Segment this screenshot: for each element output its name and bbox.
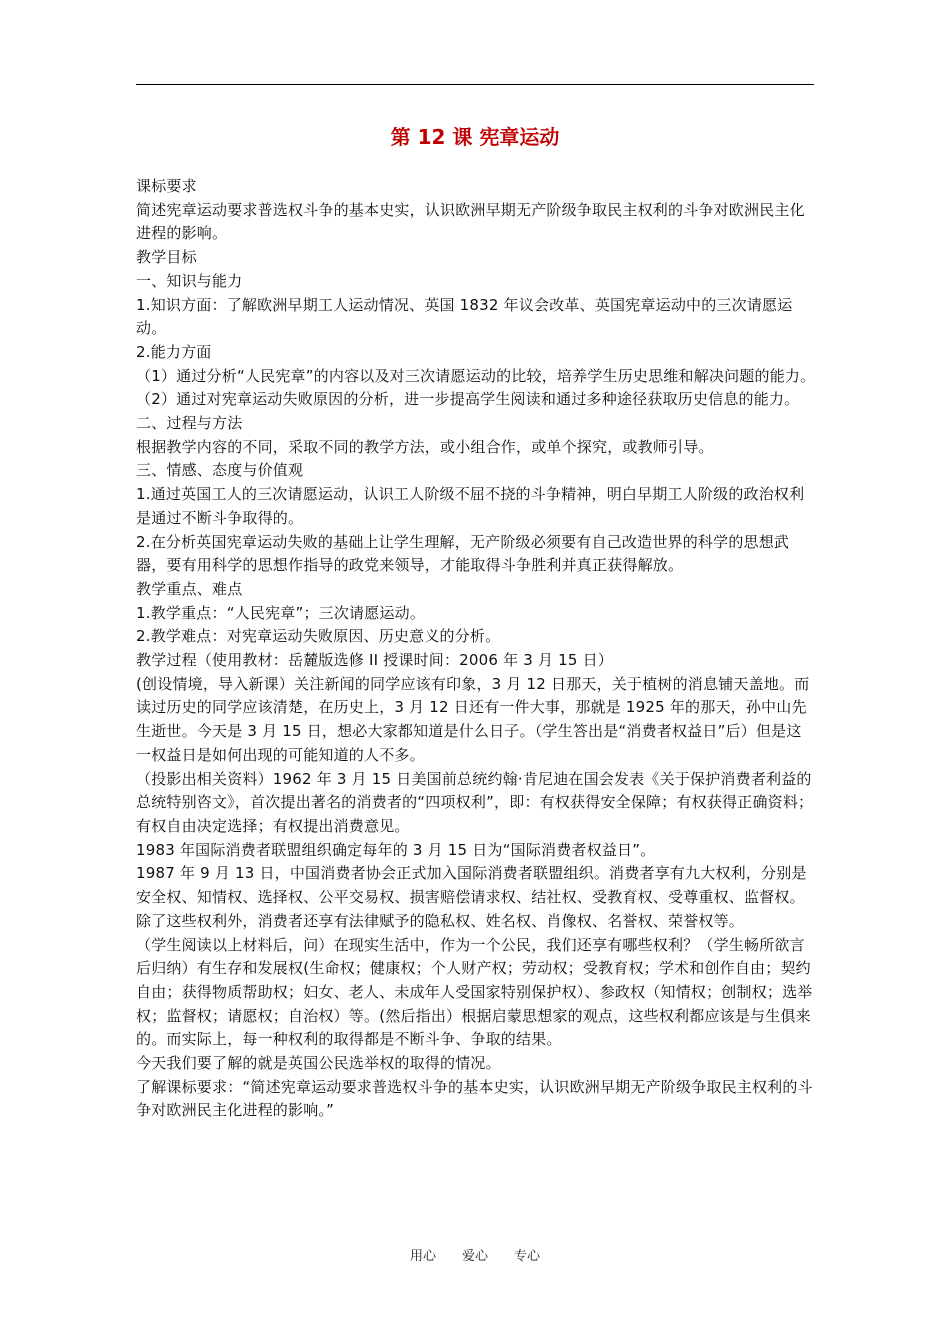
paragraph: （投影出相关资料）1962 年 3 月 15 日美国前总统约翰·肯尼迪在国会发表《关于保护消费者利益的总统特别咨文》，首次提出著名的消费者的“四项权利”，即：有权获得安全保障；有权获得正确资料；有权自由决定选择；有权提出消费意见。 — [136, 769, 814, 835]
page-title: 第 12 课 宪章运动 — [390, 125, 560, 149]
paragraph: 教学重点、难点 — [136, 579, 243, 598]
page-footer: 用心 爱心 专心 — [409, 1249, 540, 1264]
document-body — [136, 175, 816, 1123]
paragraph: 课标要求 — [136, 177, 197, 195]
paragraph: 一、知识与能力 — [136, 271, 243, 290]
paragraph: 简述宪章运动要求普选权斗争的基本史实，认识欧洲早期无产阶级争取民主权利的斗争对欧洲民主化进程的影响。 — [136, 200, 805, 243]
paragraph: （学生阅读以上材料后，问）在现实生活中，作为一个公民，我们还享有哪些权利？（学生畅所欲言后归纳）有生存和发展权(生命权；健康权；个人财产权；劳动权；受教育权；学术和创作自由；契约自由；获得物质帮助权；妇女、老人、未成年人受国家特别保护权）、参政权（知情权；创制权；选举权；监督权；请愿权；自治权）等。(然后指出）根据启蒙思想家的观点，这些权利都应该是与生俱来的。而实际上，每一种权利的取得都是不断斗争、争取的结果。 — [136, 935, 813, 1049]
paragraph: 三、情感、态度与价值观 — [136, 461, 304, 480]
paragraph: 2.能力方面 — [136, 342, 212, 361]
paragraph: 根据教学内容的不同，采取不同的教学方法，或小组合作，或单个探究，或教师引导。 — [136, 437, 714, 456]
paragraph: 教学目标 — [136, 248, 197, 267]
paragraph: 1983 年国际消费者联盟组织确定每年的 3 月 15 日为“国际消费者权益日”。 — [136, 840, 656, 859]
paragraph: 今天我们要了解的就是英国公民选举权的取得的情况。 — [136, 1054, 501, 1073]
header-rule — [136, 84, 814, 85]
paragraph: 2.教学难点：对宪章运动失败原因、历史意义的分析。 — [136, 627, 501, 646]
paragraph: 2.在分析英国宪章运动失败的基础上让学生理解，无产阶级必须要有自己改造世界的科学的思想武器，要有用科学的思想作指导的政党来领导，才能取得斗争胜利并真正获得解放。 — [136, 532, 790, 575]
paragraph: （2）通过对宪章运动失败原因的分析，进一步提高学生阅读和通过多种途径获取历史信息的能力。 — [136, 390, 800, 409]
paragraph: （1）通过分析“人民宪章”的内容以及对三次请愿运动的比较，培养学生历史思维和解决问题的能力。 — [136, 366, 816, 385]
paragraph: 1.通过英国工人的三次请愿运动，认识工人阶级不屈不挠的斗争精神，明白早期工人阶级的政治权利是通过不断斗争取得的。 — [136, 485, 805, 527]
paragraph: (创设情境，导入新课）关注新闻的同学应该有印象，3 月 12 日那天，关于植树的消息铺天盖地。而读过历史的同学应该清楚，在历史上，3 月 12 日还有一件大事，那就是 1925 年的那天，孙中山先生逝世。今天是 3 月 15 日，想必大家都知道是什么日子。（学生答出是“消费者权益日”后）但是这一权益日是如何出现的可能知道的人不多。 — [136, 674, 810, 764]
paragraph: 二、过程与方法 — [136, 414, 243, 433]
paragraph: 了解课标要求：“简述宪章运动要求普选权斗争的基本史实，认识欧洲早期无产阶级争取民主权利的斗争对欧洲民主化进程的影响。” — [136, 1077, 813, 1120]
paragraph: 1.知识方面：了解欧洲早期工人运动情况、英国 1832 年议会改革、英国宪章运动中的三次请愿运动。 — [136, 295, 793, 338]
paragraph: 教学过程（使用教材：岳麓版选修 II 授课时间：2006 年 3 月 15 日） — [136, 651, 614, 670]
paragraph: 1.教学重点：“人民宪章”；三次请愿运动。 — [136, 603, 426, 622]
paragraph: 1987 年 9 月 13 日，中国消费者协会正式加入国际消费者联盟组织。消费者享有九大权利，分别是安全权、知情权、选择权、公平交易权、损害赔偿请求权、结社权、受教育权、受尊重权、监督权。除了这些权利外，消费者还享有法律赋予的隐私权、姓名权、肖像权、名誉权、荣誉权等。 — [136, 864, 807, 930]
